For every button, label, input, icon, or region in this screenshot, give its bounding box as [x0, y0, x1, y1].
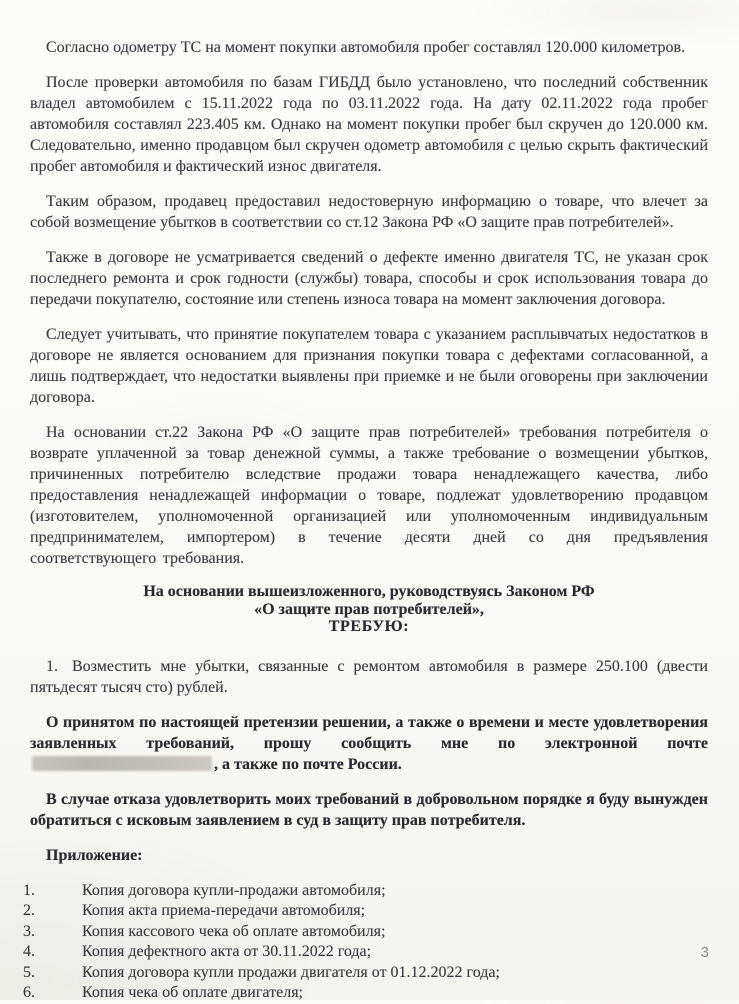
page-number: 3: [700, 944, 709, 961]
demand-heading-line-3: ТРЕБУЮ:: [328, 618, 410, 635]
refusal-paragraph: В случае отказа удовлетворить моих требований в добровольном порядке я буду вынужден обратиться с исковым заявлением в суд в защиту прав потребителя.: [30, 790, 708, 829]
attachment-item: [23, 901, 708, 922]
attachment-text: Копия договора купли-продажи автомобиля;: [82, 881, 386, 899]
attachment-item: [23, 881, 708, 902]
redacted-email-box: [32, 756, 212, 771]
attachment-number: 5.: [23, 963, 35, 981]
notice-text-after: , а также по почте России.: [214, 755, 402, 773]
notice-paragraph: [30, 712, 708, 775]
attachment-number: 2.: [23, 902, 35, 919]
attachment-number: 3.: [23, 922, 35, 940]
paragraph-contract-defects: Также в договоре не усматривается сведений о дефекте именно двигателя ТС, не указан срок последнего ремонта и срок годности (службы) товара, способы и срок использования товара до передачи покупателю, состояние или степень износа товара на момент заключения договора.: [30, 249, 708, 308]
attachment-item: [23, 922, 708, 943]
attachment-text: Копия чека об оплате двигателя;: [82, 984, 303, 1001]
paragraph-vague-defects: Следует учитывать, что принятие покупателем товара с указанием расплывчатых недостатков в договоре не является основанием для признания покупки товара с дефектами согласованной, а лишь подтверждает, что недостатки выявлены при приемке и не были оговорены при заключении договора.: [30, 326, 708, 406]
paragraph-law-article-22: На основании ст.22 Закона РФ «О защите прав потребителей» требования потребителя о возврате уплаченной за товар денежной суммы, а также требование о возмещении убытков, причиненных потребителю вследствие продажи товара ненадлежащего качества, либо предоставления ненадлежащей информации о товаре, подлежат удовлетворению продавцом (изготовителем, уполномоченной организацией или уполномоченным индивидуальным предпринимателем, импортером) в течение десяти дней со дня предъявления соответствующего требования.: [30, 424, 708, 567]
paragraph-odometer-reading: Согласно одометру ТС на момент покупки автомобиля пробег составлял 120.000 километров.: [46, 39, 686, 56]
attachment-number: 1.: [23, 881, 35, 899]
attachment-item: [23, 963, 708, 984]
attachment-number: 4.: [23, 943, 35, 960]
attachment-item: [23, 942, 708, 963]
demand-item-text: Возместить мне убытки, связанные с ремонтом автомобиля в размере 250.100 (двести пятьдесят тысяч сто) рублей.: [30, 657, 708, 696]
paragraph-false-information: Таким образом, продавец предоставил недостоверную информацию о товаре, что влечет за собой возмещение убытков в соответствии со ст.12 Закона РФ «О защите прав потребителей».: [30, 193, 708, 231]
demand-item-1: [30, 656, 708, 698]
attachments-list: [23, 881, 708, 1004]
attachment-text: Копия кассового чека об оплате автомобиля;: [82, 922, 386, 940]
demand-item-number: 1.: [46, 657, 58, 675]
demand-heading: [30, 583, 708, 636]
paragraph-gibdd-check: После проверки автомобиля по базам ГИБДД было установлено, что последний собственник владел автомобилем с 15.11.2022 года по 03.11.2022 года. На дату 02.11.2022 года пробег автомобиля составлял 223.405 км. Однако на момент покупки пробег был скручен до 120.000 км. Следовательно, именно продавцом был скручен одометр автомобиля с целью скрыть фактический пробег автомобиля и фактический износ двигателя.: [30, 74, 708, 175]
attachments-title: Приложение:: [46, 846, 143, 864]
attachment-text: Копия договора купли продажи двигателя от 01.12.2022 года;: [82, 963, 500, 981]
attachment-number: 6.: [23, 984, 35, 1001]
attachment-item: [23, 983, 708, 1004]
demand-heading-line-2: «О защите прав потребителей»,: [254, 600, 484, 618]
notice-text-before: О принятом по настоящей претензии решении, а также о времени и месте удовлетворения заявленных требований, прошу сообщить мне по электронной почте: [30, 713, 708, 752]
attachment-text: Копия акта приема-передачи автомобиля;: [82, 902, 366, 919]
demand-heading-line-1: На основании вышеизложенного, руководствуясь Законом РФ: [143, 583, 595, 600]
attachment-text: Копия дефектного акта от 30.11.2022 года;: [82, 943, 372, 960]
